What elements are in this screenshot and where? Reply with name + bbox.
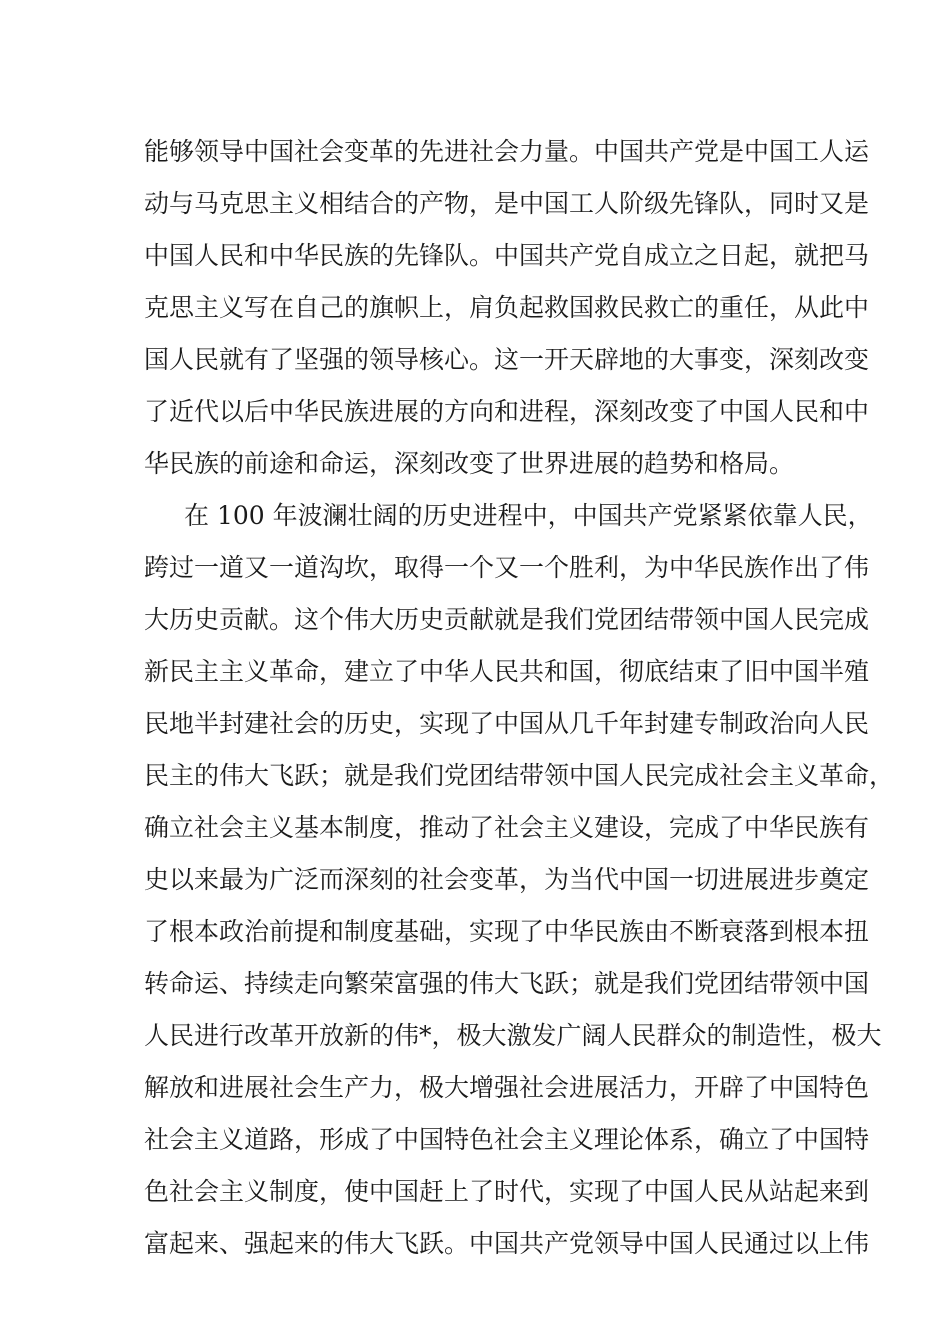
text-line: 解放和进展社会生产力，极大增强社会进展活力，开辟了中国特色 <box>144 1073 870 1102</box>
text-line: 在 100 年波澜壮阔的历史进程中，中国共产党紧紧依靠人民， <box>184 501 873 530</box>
text-line: 华民族的前途和命运，深刻改变了世界进展的趋势和格局。 <box>144 449 795 478</box>
text-line: 民地半封建社会的历史，实现了中国从几千年封建专制政治向人民 <box>144 709 870 738</box>
text-line: 色社会主义制度，使中国赶上了时代，实现了中国人民从站起来到 <box>144 1177 870 1206</box>
text-line: 确立社会主义基本制度，推动了社会主义建设，完成了中华民族有 <box>144 813 870 842</box>
text-line: 跨过一道又一道沟坎，取得一个又一个胜利，为中华民族作出了伟 <box>144 553 870 582</box>
text-line: 大历史贡献。这个伟大历史贡献就是我们党团结带领中国人民完成 <box>144 605 870 634</box>
text-line: 人民进行改革开放新的伟*，极大激发广阔人民群众的制造性，极大 <box>144 1021 882 1050</box>
text-line: 民主的伟大飞跃；就是我们党团结带领中国人民完成社会主义革命， <box>144 761 895 790</box>
text-line: 国人民就有了坚强的领导核心。这一开天辟地的大事变，深刻改变 <box>144 345 870 374</box>
body-text <box>144 126 895 1270</box>
text-line: 能够领导中国社会变革的先进社会力量。中国共产党是中国工人运 <box>144 137 870 166</box>
text-line: 富起来、强起来的伟大飞跃。中国共产党领导中国人民通过以上伟 <box>144 1229 870 1258</box>
text-line: 中国人民和中华民族的先锋队。中国共产党自成立之日起，就把马 <box>144 241 870 270</box>
paragraph-2 <box>144 490 895 1270</box>
text-line: 了根本政治前提和制度基础，实现了中华民族由不断衰落到根本扭 <box>144 917 870 946</box>
paragraph-1 <box>144 126 870 490</box>
text-line: 史以来最为广泛而深刻的社会变革，为当代中国一切进展进步奠定 <box>144 865 870 894</box>
text-line: 克思主义写在自己的旗帜上，肩负起救国救民救亡的重任，从此中 <box>144 293 870 322</box>
text-line: 转命运、持续走向繁荣富强的伟大飞跃；就是我们党团结带领中国 <box>144 969 870 998</box>
text-line: 动与马克思主义相结合的产物，是中国工人阶级先锋队，同时又是 <box>144 189 870 218</box>
text-line: 了近代以后中华民族进展的方向和进程，深刻改变了中国人民和中 <box>144 397 870 426</box>
text-line: 新民主主义革命，建立了中华人民共和国，彻底结束了旧中国半殖 <box>144 657 870 686</box>
text-line: 社会主义道路，形成了中国特色社会主义理论体系，确立了中国特 <box>144 1125 870 1154</box>
